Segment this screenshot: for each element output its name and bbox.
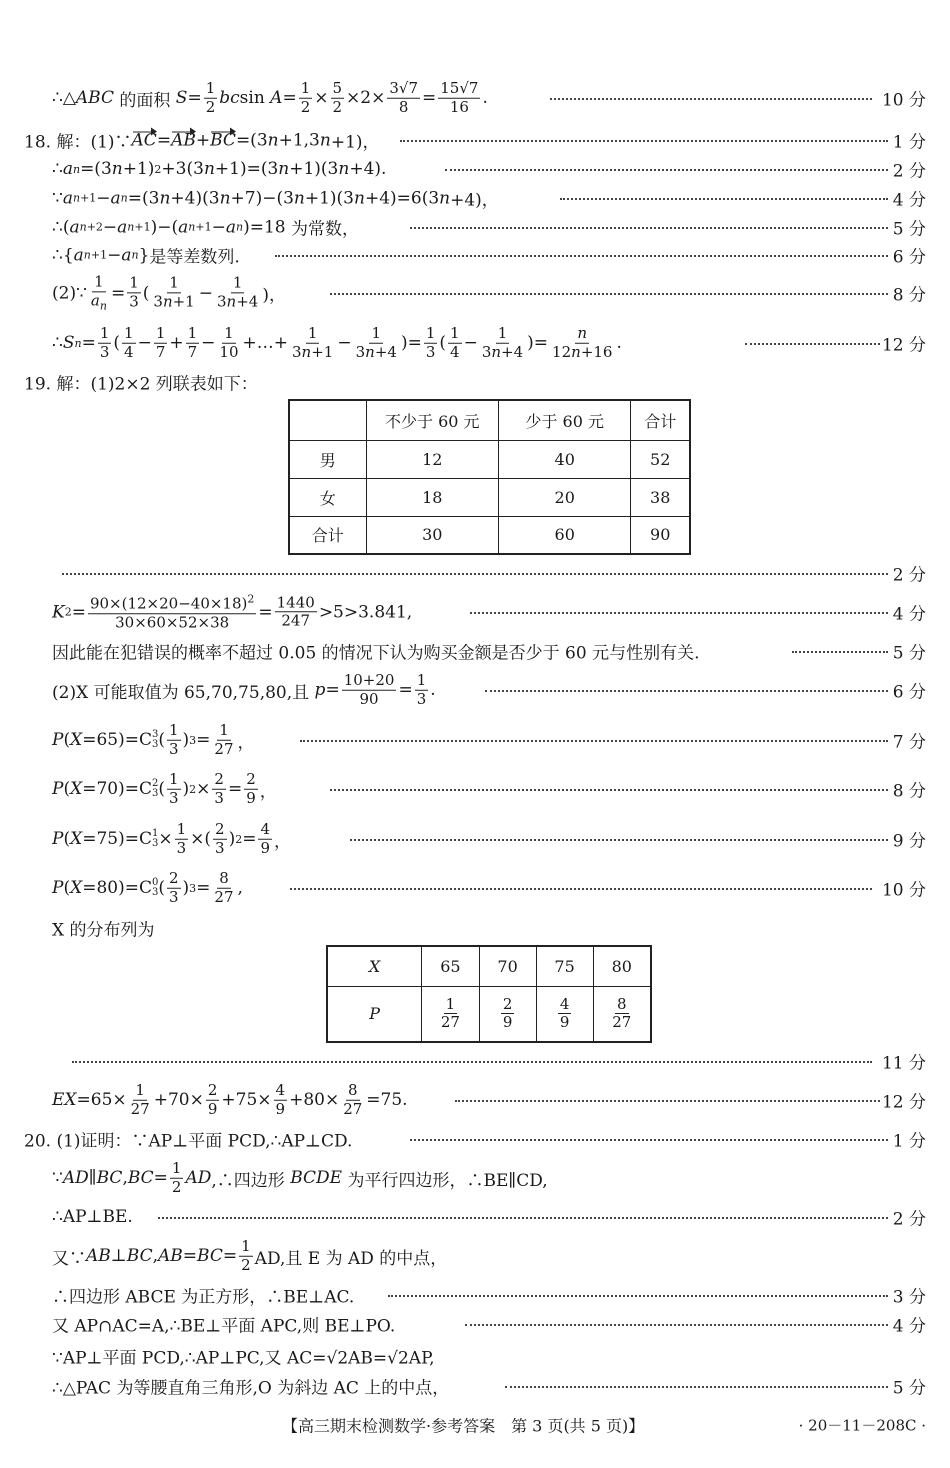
table-cell: 18 <box>366 478 498 516</box>
answer-line <box>0 1197 950 1237</box>
line-text: 又 AP∩AC=A,∴BE⊥平面 APC,则 BE⊥PO. <box>52 1316 396 1337</box>
table-cell: 80 <box>593 946 651 986</box>
score: 12 分 <box>881 1092 926 1113</box>
answer-line: P ( X =80)=C 0 3 ( $\frac{2}{3}$ ) 3 = $\frac{8}{27}$ , 10 分 <box>52 868 926 906</box>
score: 10 分 <box>881 880 926 901</box>
answer-line: ∴△ ABC 的面积 S = $\frac{1}{2}$ bc sin A = $\frac{1}{2}$ × $\frac{5}{2}$ ×2× $\frac{3√7}{8}$ = $\frac{15√7}{16}$ . 10 分 <box>52 78 926 116</box>
table-cell: $\frac{4}{9}$ <box>536 986 593 1042</box>
line-text: 20. (1)证明：∵AP⊥平面 PCD,∴AP⊥CD. <box>24 1131 353 1152</box>
line-text: ∴△PAC 为等腰直角三角形,O 为斜边 AC 上的中点， <box>52 1378 450 1399</box>
score: 4 分 <box>892 604 926 625</box>
score: 8 分 <box>892 285 926 306</box>
footer-title: 【高三期末检测数学·参考答案 第 3 页(共 5 页)】 <box>282 1416 645 1436</box>
line-text: 因此能在犯错误的概率不超过 0.05 的情况下认为购买金额是否少于 60 元与性别有关. <box>52 643 700 664</box>
table-cell: 12 <box>366 440 498 478</box>
line-text: 19. 解：(1)2×2 列联表如下： <box>24 374 258 395</box>
table-header: 合计 <box>631 400 690 440</box>
score: 5 分 <box>892 1378 926 1399</box>
answer-line <box>0 1119 950 1159</box>
table-header: 少于 60 元 <box>499 400 631 440</box>
answer-line <box>0 362 950 402</box>
page-footer <box>0 1410 950 1440</box>
score: 6 分 <box>892 247 926 268</box>
answer-line: EX =65× $\frac{1}{27}$ +70× $\frac{2}{9}$ +75× $\frac{4}{9}$ +80× $\frac{8}{27}$ =75. 12 分 <box>52 1080 926 1118</box>
table-cell: 52 <box>631 440 690 478</box>
score: 2 分 <box>892 565 926 586</box>
answer-line <box>0 553 950 593</box>
answer-line: ∴{ a n+1 − a n } 是等差数列. 6 分 <box>0 235 950 275</box>
score: 5 分 <box>892 219 926 240</box>
table-cell: 40 <box>499 440 631 478</box>
score: 2 分 <box>892 1209 926 1230</box>
answer-line: ∴ S n = $\frac{1}{3}$ ( $\frac{1}{4}$ − $\frac{1}{7}$ + $\frac{1}{7}$ − $\frac{1}{10}$ +…+ $\frac{1}{3n+1}$ − $\frac{1}{3n+4}$ )= $\frac{1}{3}$ ( $\frac{1}{4}$ − $\frac{1}{3n+4}$ )= $\frac{n}{12n+16}$ . 12 分 <box>52 323 926 361</box>
answer-line: ∴( a n+2 − a n+1 )−( a n+1 − a n )=18 为常数， 5 分 <box>0 207 950 247</box>
answer-line <box>0 908 950 948</box>
score: 3 分 <box>892 1287 926 1308</box>
table-cell: 女 <box>289 478 366 516</box>
table-cell: $\frac{8}{27}$ <box>593 986 651 1042</box>
score: 4 分 <box>892 190 926 211</box>
answer-line: K 2 = $\frac{90\times(12\times 20-40\times 18)^2}{30\times 60\times 52\times 38}$ = $\frac{1440}{247}$ >5>3.841, 4 分 <box>52 592 926 631</box>
table-cell: 20 <box>499 478 631 516</box>
table-header: P <box>327 986 422 1042</box>
contingency-table <box>288 399 691 555</box>
answer-line: ∵ AD ∥ BC , BC = $\frac{1}{2}$ AD ,∴四边形 BCDE 为平行四边形，∴BE∥CD, <box>52 1158 548 1196</box>
answer-line: 18. 解：(1)∵ AC = AB + BC =(3 n +1,3 n +1)， 1 分 <box>0 120 950 160</box>
table-header: X <box>327 946 422 986</box>
table-header: 不少于 60 元 <box>366 400 498 440</box>
score: 6 分 <box>892 682 926 703</box>
answer-line: 又∵ AB ⊥ BC , AB = BC = $\frac{1}{2}$ AD,且 E 为 AD 的中点， <box>52 1236 448 1274</box>
line-text: ∴AP⊥BE. <box>52 1207 133 1227</box>
score: 12 分 <box>881 335 926 356</box>
table-cell: 90 <box>631 516 690 554</box>
score: 4 分 <box>892 1316 926 1337</box>
line-text: ∵AP⊥平面 PCD,∴AP⊥PC,又 AC=√2AB=√2AP, <box>52 1348 435 1369</box>
score: 2 分 <box>892 161 926 182</box>
table-cell: 合计 <box>289 516 366 554</box>
answer-line: ∴ a n =(3 n +1) 2 +3(3 n +1)=(3 n +1)(3 n +4). 2 分 <box>0 149 950 189</box>
line-text: 是等差数列. <box>149 247 240 268</box>
answer-line: ∵ a n+1 − a n =(3 n +4)(3 n +7)−(3 n +1)(3 n +4)=6(3 n +4)， 4 分 <box>0 178 950 218</box>
answer-line: (2)∵ $\frac{1}{a_n}$ = $\frac{1}{3}$ ( $\frac{1}{3n+1}$ − $\frac{1}{3n+4}$ )， 8 分 <box>52 272 926 313</box>
table-cell: 30 <box>366 516 498 554</box>
score: 1 分 <box>892 132 926 153</box>
score: 8 分 <box>892 781 926 802</box>
line-text: 为常数， <box>290 219 359 240</box>
score: 7 分 <box>892 732 926 753</box>
table-cell: 60 <box>499 516 631 554</box>
table-cell <box>289 400 366 440</box>
answer-line: (2)X 可能取值为 65,70,75,80,且 p = $\frac{10+20}{90}$ = $\frac{1}{3}$ . 6 分 <box>52 670 926 708</box>
answer-line: P ( X =65)=C 3 3 ( $\frac{1}{3}$ ) 3 = $\frac{1}{27}$ ， 7 分 <box>52 720 926 758</box>
table-cell: 70 <box>479 946 536 986</box>
table-cell: 38 <box>631 478 690 516</box>
score: 1 分 <box>892 1131 926 1152</box>
line-text: X 的分布列为 <box>52 920 155 941</box>
score: 9 分 <box>892 831 926 852</box>
footer-code: · 20－11－208C · <box>798 1416 926 1435</box>
score: 5 分 <box>892 643 926 664</box>
table-cell: $\frac{1}{27}$ <box>422 986 479 1042</box>
answer-line: P ( X =70)=C 2 3 ( $\frac{1}{3}$ ) 2 × $\frac{2}{3}$ = $\frac{2}{9}$ ， 8 分 <box>52 769 926 807</box>
line-text: (2)X 可能取值为 65,70,75,80,且 <box>52 682 310 703</box>
table-cell: 65 <box>422 946 479 986</box>
table-cell: $\frac{2}{9}$ <box>479 986 536 1042</box>
answer-line <box>0 1041 950 1081</box>
table-cell: 男 <box>289 440 366 478</box>
distribution-table <box>326 945 652 1043</box>
line-text: AD,且 E 为 AD 的中点， <box>254 1248 448 1269</box>
table-cell: 75 <box>536 946 593 986</box>
score: 11 分 <box>881 1053 926 1074</box>
line-text: ∴四边形 ABCE 为正方形，∴BE⊥AC. <box>52 1287 355 1308</box>
answer-line <box>0 631 950 671</box>
answer-line <box>0 1366 950 1406</box>
score: 10 分 <box>881 90 926 111</box>
line-text: 为平行四边形，∴BE∥CD, <box>347 1170 548 1191</box>
answer-line: P ( X =75)=C 1 3 × $\frac{1}{3}$ ×( $\frac{2}{3}$ ) 2 = $\frac{4}{9}$ ， 9 分 <box>52 819 926 857</box>
